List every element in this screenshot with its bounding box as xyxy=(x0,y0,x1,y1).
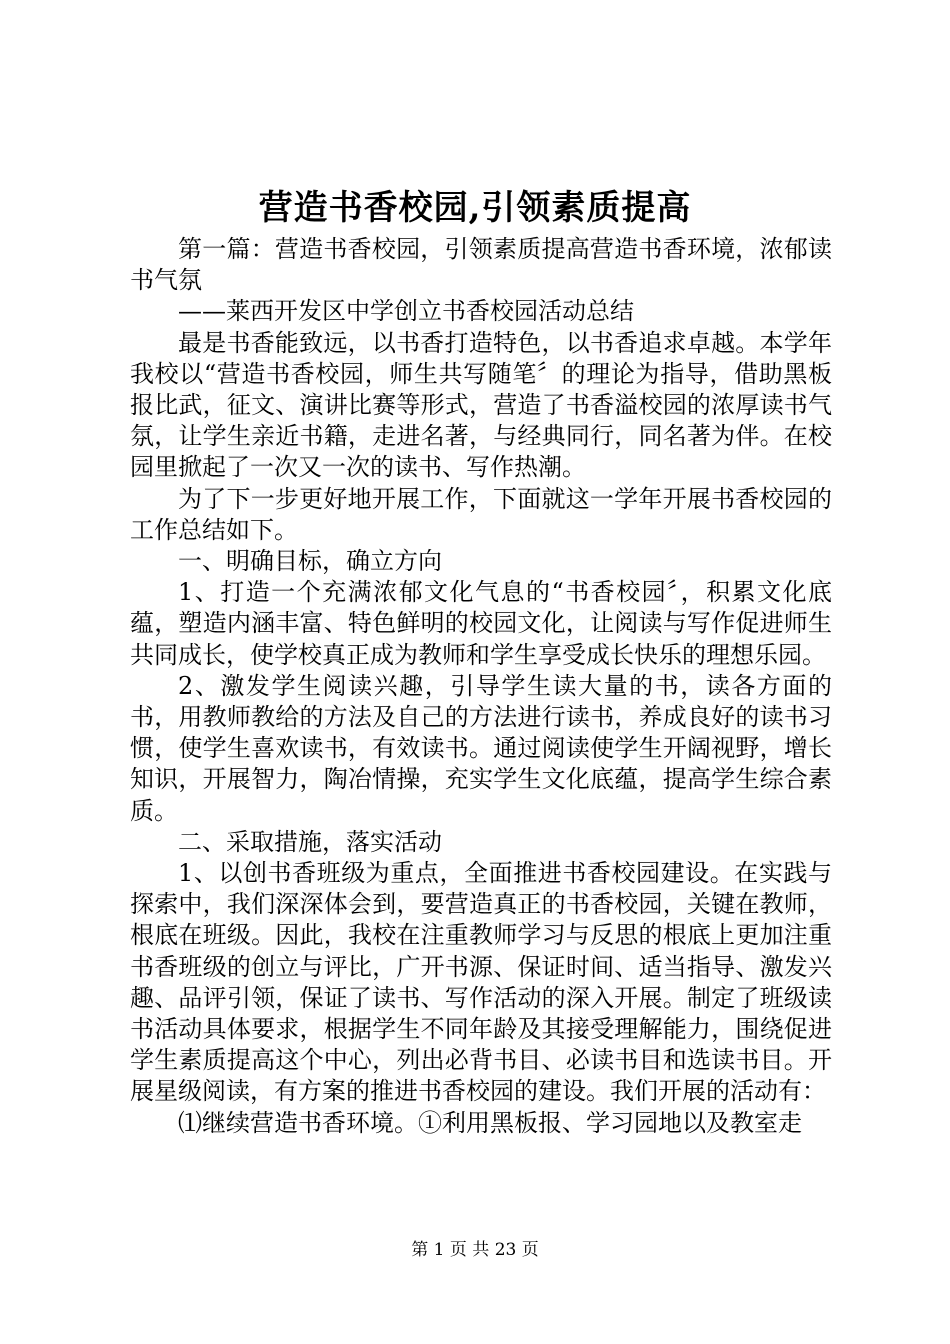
paragraph-goal-1: 1、打造一个充满浓郁文化气息的“书香校园〞，积累文化底蕴，塑造内涵丰富、特色鲜明的校园文化，让阅读与写作促进师生共同成长，使学校真正成为教师和学生享受成长快乐的理想乐园。 xyxy=(130,578,832,669)
page-footer: 第 1 页 共 23 页 xyxy=(411,1240,539,1260)
paragraph-goal-2: 2、激发学生阅读兴趣，引导学生读大量的书，读各方面的书，用教师教给的方法及自己的方法进行读书，养成良好的读书习惯，使学生喜欢读书，有效读书。通过阅读使学生开阔视野，增长知识，开展智力，陶冶情操，充实学生文化底蕴，提高学生综合素质。 xyxy=(130,671,832,825)
section-heading-goals: 一、明确目标，确立方向 xyxy=(178,547,442,576)
paragraph-overview: 最是书香能致远，以书香打造特色，以书香追求卓越。本学年我校以“营造书香校园，师生共写随笔〞的理论为指导，借助黑板报比武，征文、演讲比赛等形式，营造了书香溢校园的浓厚读书气氛，让学生亲近书籍，走进名著，与经典同行，同名著为伴。在校园里掀起了一次又一次的读书、写作热潮。 xyxy=(130,328,832,482)
document-body xyxy=(130,234,832,1139)
paragraph-summary-lead: 为了下一步更好地开展工作，下面就这一学年开展书香校园的工作总结如下。 xyxy=(130,484,832,544)
paragraph-subtitle: ——莱西开发区中学创立书香校园活动总结 xyxy=(178,297,634,326)
document-title: 营造书香校园,引领素质提高 xyxy=(258,188,692,228)
section-heading-measures: 二、采取措施，落实活动 xyxy=(178,827,442,856)
paragraph-measure-1: 1、以创书香班级为重点，全面推进书香校园建设。在实践与探索中，我们深深体会到，要营造真正的书香校园，关键在教师，根底在班级。因此，我校在注重教师学习与反思的根底上更加注重书香班级的创立与评比，广开书源、保证时间、适当指导、激发兴趣、品评引领，保证了读书、写作活动的深入开展。制定了班级读书活动具体要求，根据学生不同年龄及其接受理解能力，围绕促进学生素质提高这个中心，列出必背书目、必读书目和选读书目。开展星级阅读，有方案的推进书香校园的建设。我们开展的活动有： xyxy=(130,859,832,1106)
paragraph-activity-1: ⑴继续营造书香环境。①利用黑板报、学习园地以及教室走 xyxy=(178,1108,802,1137)
paragraph-intro: 第一篇：营造书香校园，引领素质提高营造书香环境，浓郁读书气氛 xyxy=(130,235,832,295)
